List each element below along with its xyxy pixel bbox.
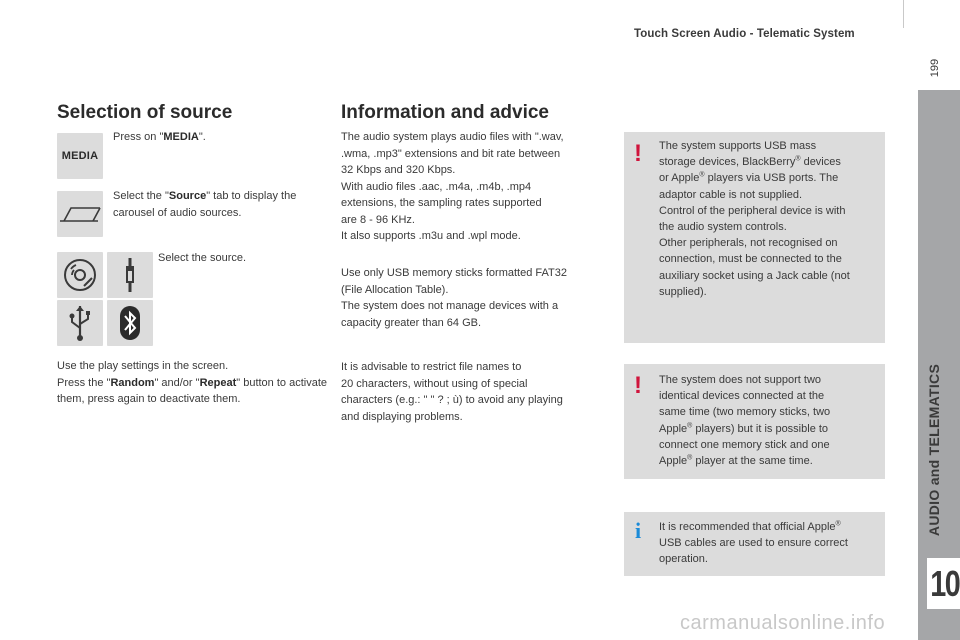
section-tab-label	[922, 340, 946, 560]
w1-line: adaptor cable is not supplied.	[659, 188, 803, 201]
cd-disc-icon	[57, 252, 103, 298]
step2-pre: Select the "	[113, 190, 169, 202]
w2-line	[659, 421, 881, 437]
w2-line: same time (two memory sticks, two	[659, 406, 831, 419]
step2-bold: Source	[168, 190, 207, 202]
registered-mark: ®	[687, 421, 693, 429]
play-pre: Press the "	[57, 376, 111, 389]
info-line: operation.	[659, 553, 708, 566]
file-names-paragraph	[341, 359, 611, 425]
w2-l6b: player at the same time.	[692, 455, 813, 468]
para1-line: It also supports .m3u and .wpl mode.	[341, 230, 521, 242]
step1-post: ".	[198, 131, 206, 143]
identical-devices-warning-text	[659, 372, 881, 469]
para2-line: The system does not manage devices with a	[341, 300, 559, 312]
w1-l2a: storage devices, BlackBerry	[659, 156, 796, 169]
para1-line: With audio files .aac, .m4a, .m4b, .mp4	[341, 180, 532, 193]
w1-line	[659, 170, 881, 186]
para1-line: extensions, the sampling rates supported	[341, 197, 542, 209]
section-tab-text: AUDIO and TELEMATICS	[926, 363, 942, 537]
info-l1a: It is recommended that official Apple	[659, 521, 836, 533]
usb-format-paragraph	[341, 265, 611, 331]
play-line1: Use the play settings in the screen.	[57, 360, 229, 372]
selection-of-source-heading: Selection of source	[57, 102, 233, 123]
info-icon: i	[635, 518, 642, 543]
audio-formats-paragraph	[341, 129, 611, 245]
para1-line: 32 Kbps and 320 Kbps.	[341, 164, 456, 176]
para3-line: It is advisable to restrict file names to	[341, 361, 522, 373]
w2-l4a: Apple	[659, 422, 688, 435]
usb-support-warning-text	[659, 138, 881, 300]
media-icon-label: MEDIA	[61, 150, 99, 162]
play-settings-text	[57, 358, 327, 408]
step-press-media	[113, 129, 313, 146]
w2-line: connect one memory stick and one	[659, 438, 830, 451]
step1-bold: MEDIA	[163, 131, 199, 143]
w1-line: the audio system controls.	[659, 221, 787, 234]
w2-line: The system does not support two	[659, 374, 822, 386]
w1-l3a: or Apple	[659, 172, 700, 185]
random-label: Random	[110, 376, 155, 389]
para3-line: characters (e.g.: " " ? ; ù) to avoid any playing	[341, 394, 563, 406]
para2-line: capacity greater than 64 GB.	[341, 316, 482, 329]
w2-l6a: Apple	[659, 455, 688, 468]
para1-line: .wma, .mp3" extensions and bit rate between	[341, 147, 561, 160]
registered-mark: ®	[795, 155, 801, 163]
usb-icon	[57, 300, 103, 346]
registered-mark: ®	[835, 520, 841, 528]
w2-l4b: players) but it is possible to	[692, 422, 829, 435]
information-and-advice-heading: Information and advice	[341, 102, 549, 123]
w1-line: The system supports USB mass	[659, 140, 817, 152]
registered-mark: ®	[687, 454, 693, 462]
header-title: Touch Screen Audio - Telematic System	[634, 28, 855, 40]
w1-l3b: players via USB ports. The	[704, 172, 839, 185]
bluetooth-icon	[107, 300, 153, 346]
chapter-number: 10	[930, 563, 960, 604]
para2-line: Use only USB memory sticks formatted FAT32	[341, 267, 567, 279]
media-button-icon	[57, 133, 103, 179]
header-divider	[903, 0, 904, 28]
play-post: " button to activate them, press again to deactivate them.	[57, 376, 327, 405]
para1-line: are 8 - 96 KHz.	[341, 213, 415, 226]
step2-post: " tab to display the carousel of audio sources.	[113, 190, 297, 219]
para2-line: (File Allocation Table).	[341, 283, 449, 296]
w1-line: Other peripherals, not recognised on	[659, 237, 838, 250]
play-line2	[57, 375, 327, 408]
w1-line: supplied).	[659, 285, 707, 298]
info-line: USB cables are used to ensure correct	[659, 537, 848, 550]
step1-pre: Press on "	[113, 131, 164, 143]
page-number: 199	[929, 58, 941, 78]
source-tab-icon	[57, 191, 103, 237]
warning-icon: !	[634, 372, 642, 399]
w1-line	[659, 154, 881, 170]
repeat-label: Repeat	[199, 376, 237, 389]
step-select-source-tab	[113, 188, 313, 221]
w1-line: Control of the peripheral device is with	[659, 204, 846, 217]
w2-line: identical devices connected at the	[659, 390, 825, 403]
w1-l2b: devices	[800, 156, 841, 169]
para3-line: 20 characters, without using of special	[341, 377, 528, 390]
w1-line: connection, must be connected to the	[659, 253, 842, 266]
play-mid: " and/or "	[154, 376, 200, 389]
registered-mark: ®	[699, 171, 705, 179]
warning-icon: !	[634, 140, 642, 167]
step-select-the-source: Select the source.	[158, 252, 247, 264]
para3-line: and displaying problems.	[341, 410, 463, 423]
w1-line: auxiliary socket using a Jack cable (not	[659, 269, 850, 282]
watermark: carmanualsonline.info	[680, 612, 886, 634]
w2-line	[659, 453, 881, 469]
jack-aux-icon	[107, 252, 153, 298]
info-line	[659, 519, 881, 535]
apple-cable-info-text	[659, 519, 881, 568]
para1-line: The audio system plays audio files with ".wav,	[341, 131, 564, 143]
